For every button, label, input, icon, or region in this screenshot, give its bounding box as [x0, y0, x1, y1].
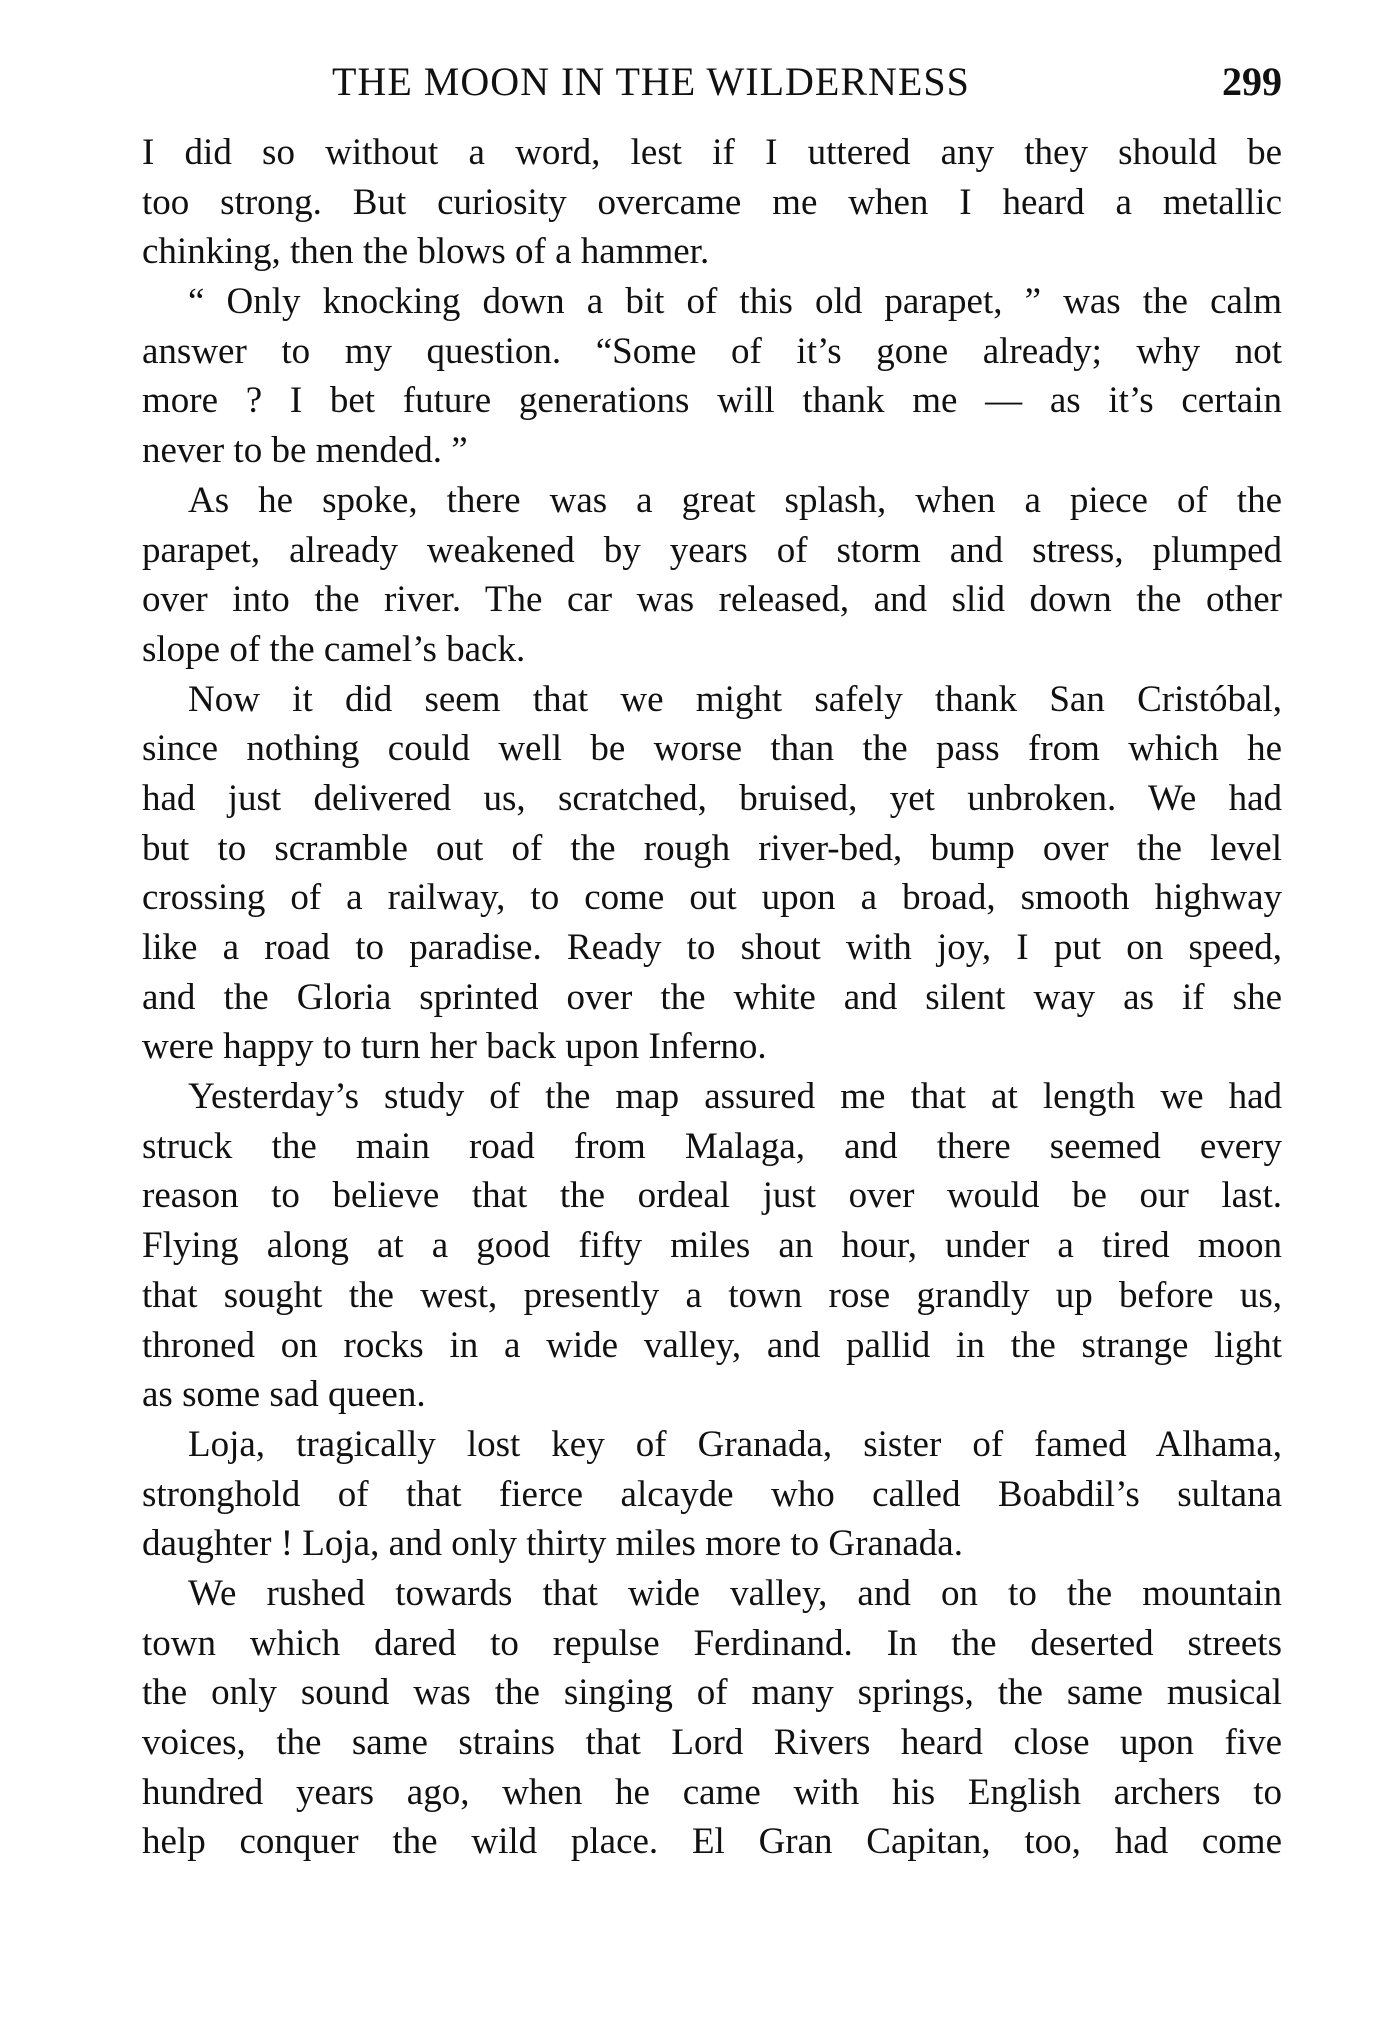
- text-line: “ Only knocking down a bit of this old parapet, ” was the calm: [188, 281, 1282, 323]
- body-text: [142, 128, 1282, 1867]
- text-line: the only sound was the singing of many springs, the same musical: [142, 1672, 1282, 1714]
- text-line: chinking, then the blows of a hammer.: [142, 231, 710, 273]
- text-line: since nothing could well be worse than the pass from which he: [142, 728, 1282, 770]
- text-line: had just delivered us, scratched, bruised, yet unbroken. We had: [142, 777, 1282, 819]
- text-line: struck the main road from Malaga, and there seemed every: [142, 1125, 1282, 1167]
- text-line: that sought the west, presently a town rose grandly up before us,: [142, 1274, 1282, 1316]
- text-line: Now it did seem that we might safely thank San Cristóbal,: [188, 678, 1282, 720]
- text-line: never to be mended. ”: [142, 430, 468, 472]
- text-line: slope of the camel’s back.: [142, 628, 526, 670]
- text-line: parapet, already weakened by years of storm and stress, plumped: [142, 529, 1282, 571]
- text-line: town which dared to repulse Ferdinand. In the deserted streets: [142, 1622, 1282, 1664]
- text-line: crossing of a railway, to come out upon a broad, smooth highway: [142, 877, 1282, 919]
- text-line: stronghold of that fierce alcayde who called Boabdil’s sultana: [142, 1473, 1282, 1515]
- page-header: [142, 58, 1282, 114]
- text-line: Flying along at a good fifty miles an hour, under a tired moon: [142, 1225, 1282, 1267]
- text-line: were happy to turn her back upon Inferno.: [142, 1026, 767, 1068]
- text-line: over into the river. The car was released, and slid down the other: [142, 579, 1282, 621]
- text-line: reason to believe that the ordeal just over would be our last.: [142, 1175, 1282, 1217]
- text-line: help conquer the wild place. El Gran Capitan, too, had come: [142, 1821, 1282, 1863]
- text-line: but to scramble out of the rough river-bed, bump over the level: [142, 827, 1282, 869]
- text-line: like a road to paradise. Ready to shout with joy, I put on speed,: [142, 927, 1282, 968]
- text-line: As he spoke, there was a great splash, when a piece of the: [188, 479, 1282, 521]
- text-line: voices, the same strains that Lord Rivers heard close upon five: [142, 1722, 1282, 1763]
- text-line: and the Gloria sprinted over the white and silent way as if she: [142, 976, 1282, 1018]
- text-line: daughter ! Loja, and only thirty miles more to Granada.: [142, 1523, 963, 1565]
- text-line: Loja, tragically lost key of Granada, sister of famed Alhama,: [188, 1423, 1282, 1465]
- text-line: more ? I bet future generations will thank me — as it’s certain: [142, 380, 1282, 422]
- text-line: Yesterday’s study of the map assured me that at length we had: [188, 1076, 1282, 1118]
- text-line: I did so without a word, lest if I uttered any they should be: [142, 132, 1282, 173]
- text-line: answer to my question. “Some of it’s gone already; why not: [142, 330, 1282, 372]
- text-line: throned on rocks in a wide valley, and pallid in the strange light: [142, 1324, 1282, 1366]
- text-line: as some sad queen.: [142, 1374, 426, 1416]
- text-line: too strong. But curiosity overcame me when I heard a metallic: [142, 181, 1282, 223]
- running-head: THE MOON IN THE WILDERNESS: [332, 59, 970, 104]
- page-number: 299: [1222, 59, 1282, 104]
- text-line: We rushed towards that wide valley, and on to the mountain: [188, 1572, 1282, 1614]
- text-line: hundred years ago, when he came with his English archers to: [142, 1771, 1282, 1813]
